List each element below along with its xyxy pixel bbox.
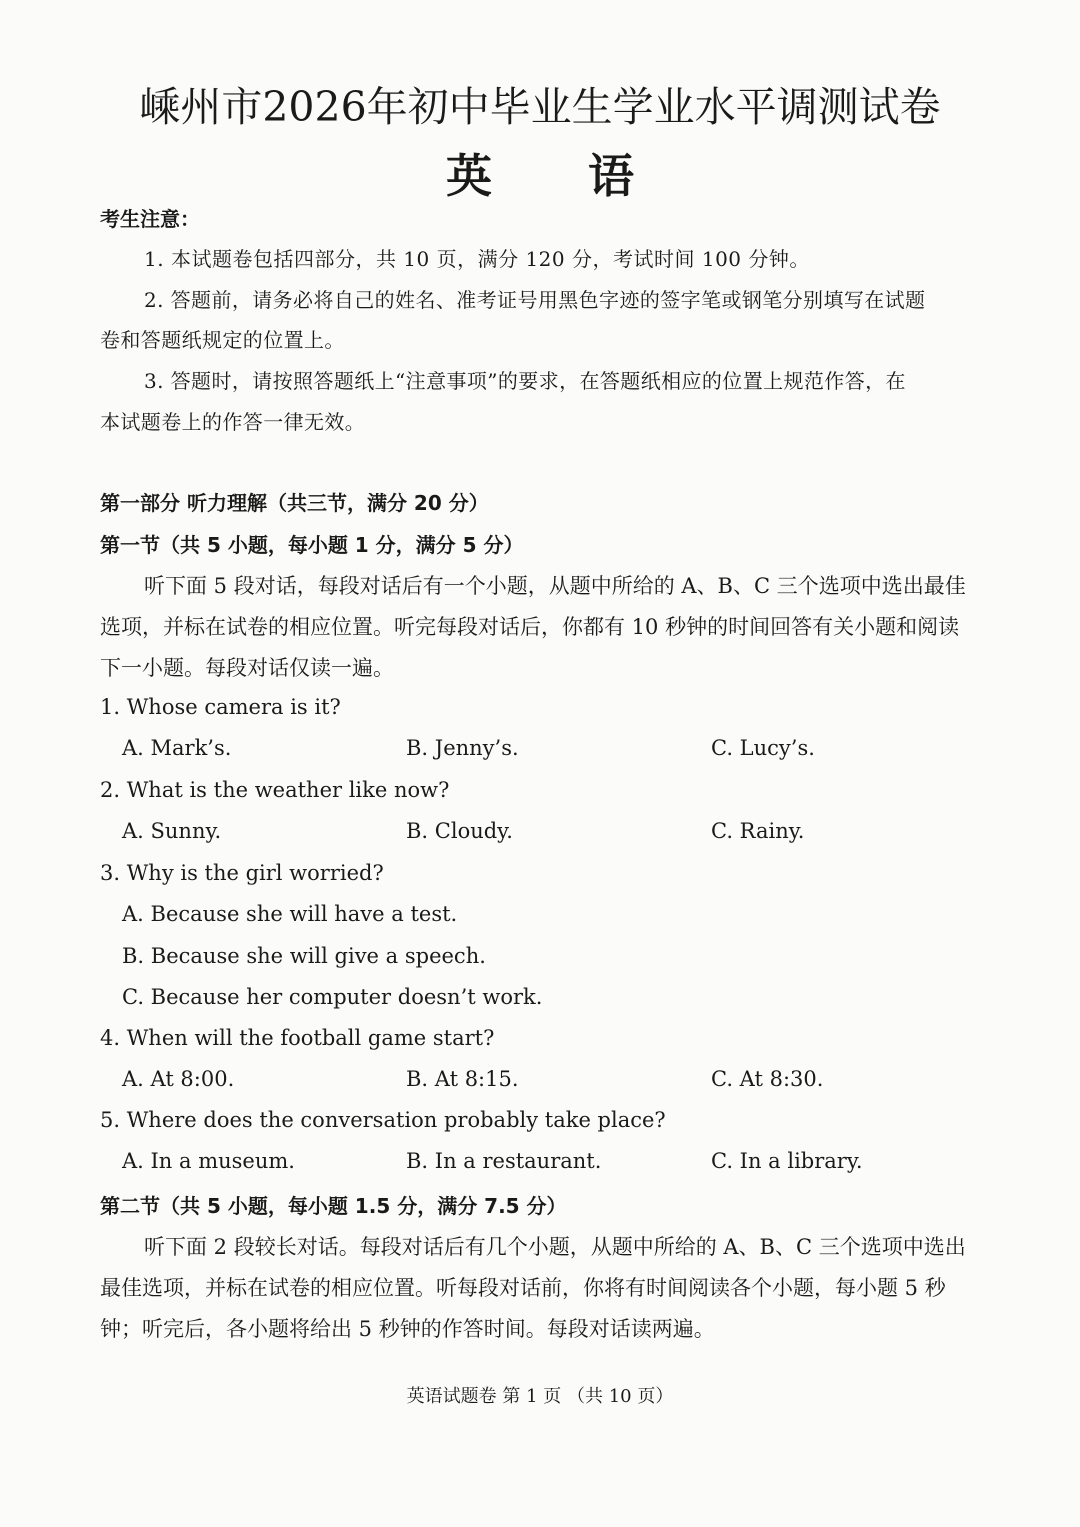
exam-title: 嵊州市2026年初中毕业生学业水平调测试卷: [139, 83, 941, 131]
question-5: 5. Where does the conversation probably take place?: [100, 1108, 666, 1132]
notice-item: 2. 答题前，请务必将自己的姓名、准考证号用黑色字迹的签字笔或钢笔分别填写在试题: [144, 288, 926, 312]
q5-option-b: B. In a restaurant.: [406, 1149, 602, 1173]
notice-item: 卷和答题纸规定的位置上。: [100, 328, 345, 352]
q1-option-c: C. Lucy’s.: [711, 736, 815, 760]
question-1: 1. Whose camera is it?: [100, 695, 341, 719]
subject-title: 英 语: [445, 149, 674, 203]
q5-option-c: C. In a library.: [711, 1149, 863, 1173]
question-4: 4. When will the football game start?: [100, 1026, 495, 1050]
q4-option-b: B. At 8:15.: [406, 1067, 519, 1091]
q2-option-a: A. Sunny.: [122, 819, 222, 843]
section2-heading: 第二节（共 5 小题，每小题 1.5 分，满分 7.5 分）: [100, 1194, 567, 1218]
section1-instruction: 下一小题。每段对话仅读一遍。: [100, 656, 394, 680]
section2-instruction: 钟；听完后，各小题将给出 5 秒钟的作答时间。每段对话读两遍。: [100, 1317, 715, 1341]
notice-item: 本试题卷上的作答一律无效。: [100, 410, 366, 434]
q4-option-a: A. At 8:00.: [122, 1067, 235, 1091]
q3-option-c: C. Because her computer doesn’t work.: [122, 985, 543, 1009]
section1-heading: 第一节（共 5 小题，每小题 1 分，满分 5 分）: [100, 533, 524, 557]
q3-option-b: B. Because she will give a speech.: [122, 944, 486, 968]
q2-option-b: B. Cloudy.: [406, 819, 513, 843]
section1-instruction: 选项，并标在试卷的相应位置。听完每段对话后，你都有 10 秒钟的时间回答有关小题和阅读: [100, 615, 960, 639]
notice-heading: 考生注意：: [100, 207, 200, 231]
part1-heading: 第一部分 听力理解（共三节，满分 20 分）: [100, 491, 489, 515]
q4-option-c: C. At 8:30.: [711, 1067, 824, 1091]
q3-option-a: A. Because she will have a test.: [122, 902, 458, 926]
page-footer: 英语试题卷 第 1 页 （共 10 页）: [406, 1386, 674, 1407]
q1-option-a: A. Mark’s.: [122, 736, 232, 760]
section2-instruction: 最佳选项，并标在试卷的相应位置。听每段对话前，你将有时间阅读各个小题，每小题 5 秒: [100, 1276, 946, 1300]
section2-instruction: 听下面 2 段较长对话。每段对话后有几个小题，从题中所给的 A、B、C 三个选项中选出: [144, 1235, 966, 1259]
q1-option-b: B. Jenny’s.: [406, 736, 519, 760]
question-3: 3. Why is the girl worried?: [100, 861, 384, 885]
q5-option-a: A. In a museum.: [122, 1149, 295, 1173]
section1-instruction: 听下面 5 段对话，每段对话后有一个小题，从题中所给的 A、B、C 三个选项中选出最佳: [144, 574, 966, 598]
q2-option-c: C. Rainy.: [711, 819, 805, 843]
notice-item: 3. 答题时，请按照答题纸上“注意事项”的要求，在答题纸相应的位置上规范作答，在: [144, 369, 906, 393]
notice-item: 1. 本试题卷包括四部分，共 10 页，满分 120 分，考试时间 100 分钟。: [144, 247, 810, 271]
question-2: 2. What is the weather like now?: [100, 778, 450, 802]
